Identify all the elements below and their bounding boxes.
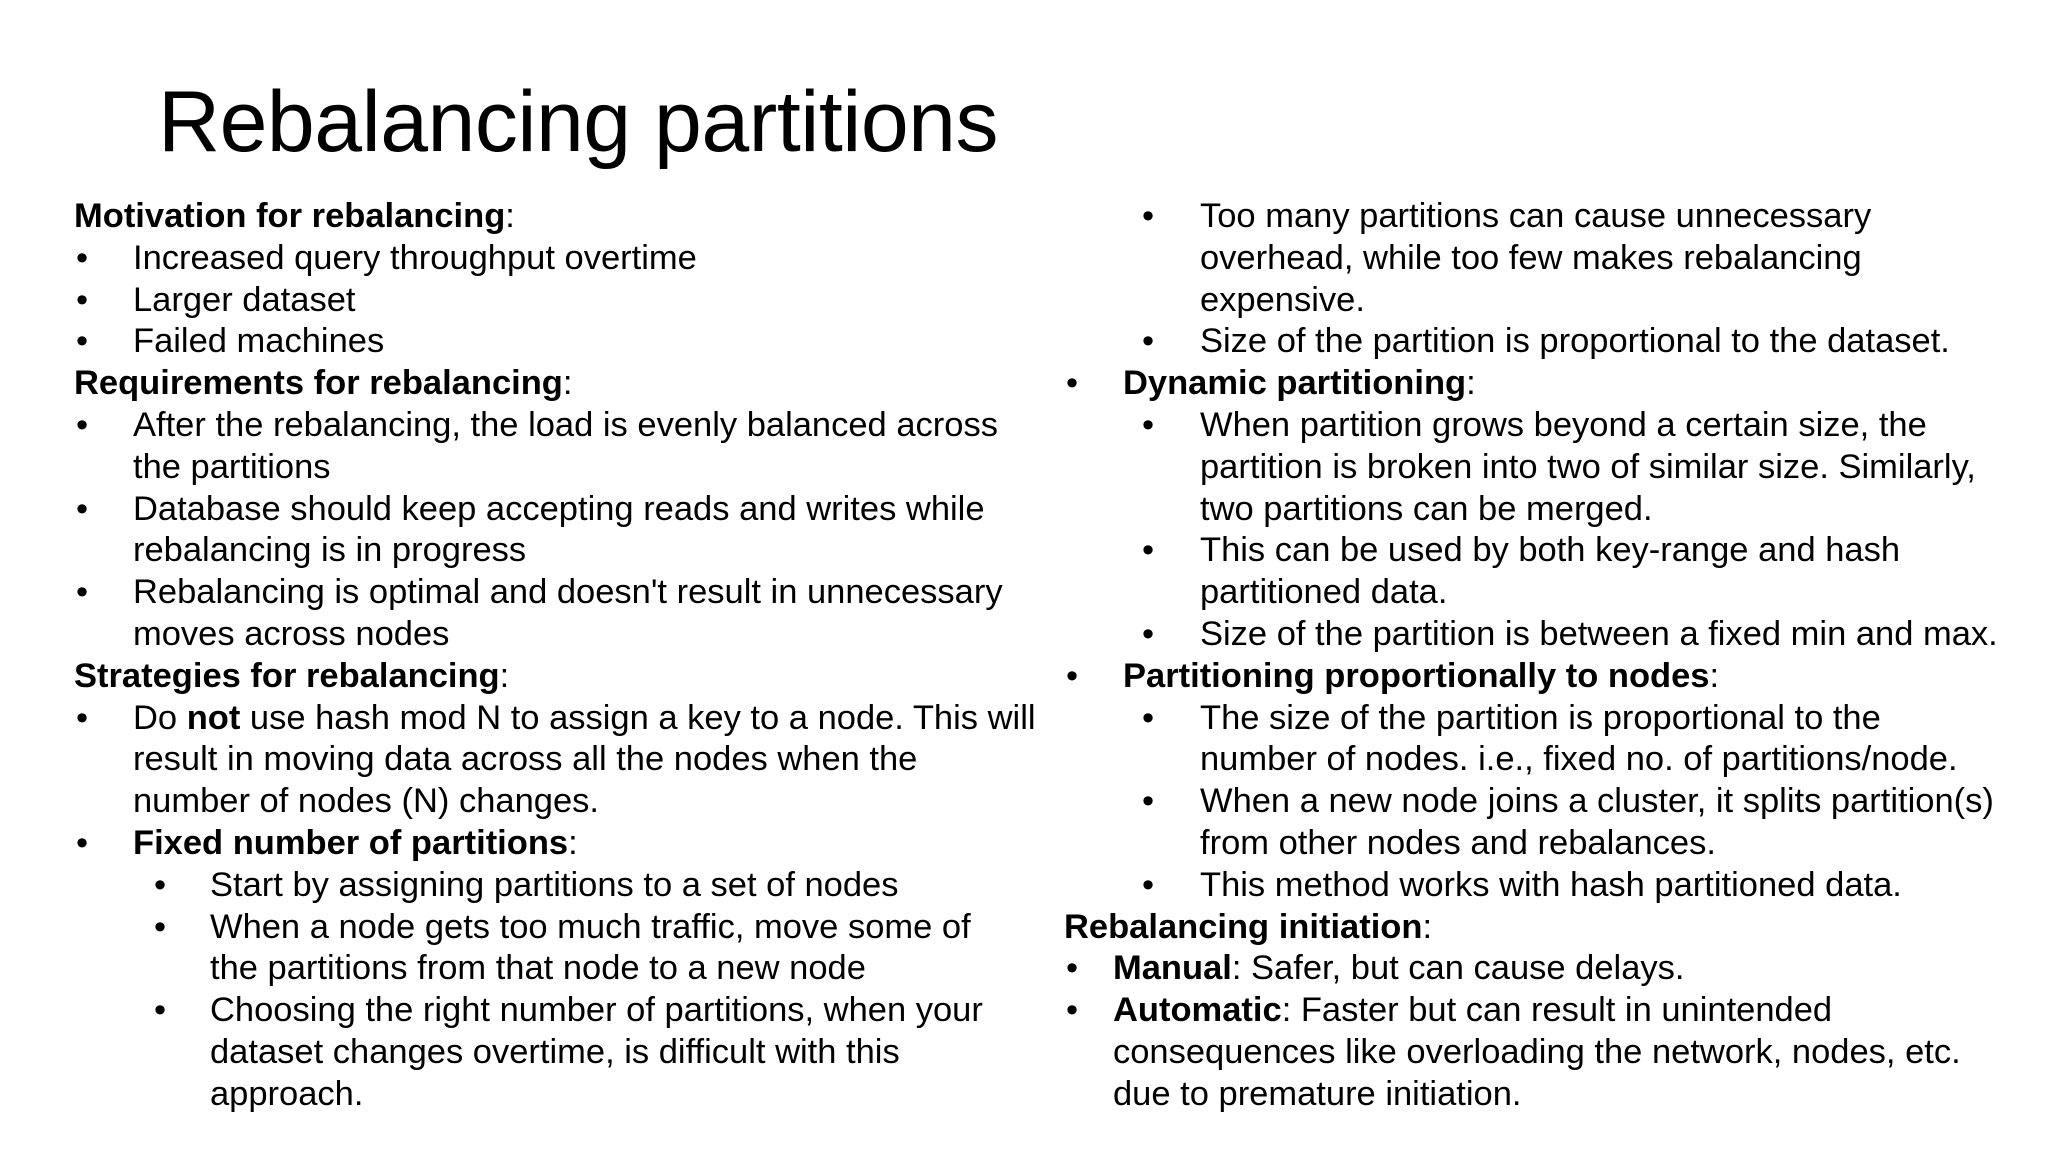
list-item-continuation: two partitions can be merged. bbox=[1200, 489, 1653, 528]
bullet-icon: • bbox=[1142, 698, 1155, 737]
bullet-icon: • bbox=[154, 865, 167, 904]
bullet-icon: • bbox=[1066, 991, 1079, 1030]
bullet-icon: • bbox=[76, 238, 89, 277]
list-item-continuation: dataset changes overtime, is difficult with this bbox=[210, 1032, 900, 1071]
list-item: • The size of the partition is proportional to the bbox=[1064, 698, 2044, 740]
list-item: • When partition grows beyond a certain size, the bbox=[1064, 405, 2044, 447]
proportional-partitioning-heading: • Partitioning proportionally to nodes: bbox=[1064, 656, 2044, 698]
strategies-heading: Strategies for rebalancing: bbox=[74, 656, 510, 695]
list-item: • Do not use hash mod N to assign a key to a node. This will bbox=[74, 698, 1064, 740]
bullet-icon: • bbox=[76, 405, 89, 444]
bullet-icon: • bbox=[76, 489, 89, 528]
bullet-icon: • bbox=[154, 907, 167, 946]
bullet-icon: • bbox=[1066, 656, 1079, 695]
list-item-continuation: result in moving data across all the nodes when the bbox=[133, 740, 918, 779]
dynamic-partitioning-heading: • Dynamic partitioning: bbox=[1064, 363, 2044, 405]
list-item: • This method works with hash partitioned data. bbox=[1064, 865, 2044, 907]
list-item-continuation: number of nodes (N) changes. bbox=[133, 782, 600, 821]
bullet-icon: • bbox=[76, 322, 89, 361]
bullet-icon: • bbox=[1066, 949, 1079, 988]
list-item-continuation: consequences like overloading the network, nodes, etc. bbox=[1113, 1032, 1961, 1071]
list-item: • After the rebalancing, the load is evenly balanced across bbox=[74, 405, 1064, 447]
bullet-icon: • bbox=[1142, 405, 1155, 444]
list-item: • Failed machines bbox=[74, 321, 1064, 363]
bullet-icon: • bbox=[76, 573, 89, 612]
left-column bbox=[74, 196, 1064, 1116]
bullet-icon: • bbox=[154, 991, 167, 1030]
list-item: • Size of the partition is proportional to the dataset. bbox=[1064, 321, 2044, 363]
list-item-continuation: the partitions bbox=[133, 447, 331, 486]
list-item: • Choosing the right number of partitions, when your bbox=[74, 990, 1064, 1032]
requirements-heading: Requirements for rebalancing: bbox=[74, 364, 573, 403]
list-item-continuation: approach. bbox=[210, 1074, 364, 1113]
list-item-continuation: the partitions from that node to a new node bbox=[210, 949, 866, 988]
list-item-continuation: rebalancing is in progress bbox=[133, 531, 527, 570]
list-item: • This can be used by both key-range and hash bbox=[1064, 530, 2044, 572]
bullet-icon: • bbox=[1142, 614, 1155, 653]
list-item-continuation: partitioned data. bbox=[1200, 573, 1448, 612]
bullet-icon: • bbox=[76, 280, 89, 319]
initiation-heading: Rebalancing initiation: bbox=[1064, 907, 1433, 946]
motivation-heading: Motivation for rebalancing: bbox=[74, 197, 515, 235]
slide-title: Rebalancing partitions bbox=[158, 74, 998, 170]
list-item: • Automatic: Faster but can result in unintended bbox=[1064, 990, 2044, 1032]
list-item-continuation: number of nodes. i.e., fixed no. of partitions/node. bbox=[1200, 740, 1958, 779]
list-item: • Too many partitions can cause unnecessary bbox=[1064, 196, 2044, 238]
list-item-continuation: moves across nodes bbox=[133, 614, 450, 653]
bullet-icon: • bbox=[1142, 322, 1155, 361]
list-item: • Size of the partition is between a fixed min and max. bbox=[1064, 614, 2044, 656]
list-item-continuation: overhead, while too few makes rebalancing bbox=[1200, 238, 1862, 277]
list-item-continuation: from other nodes and rebalances. bbox=[1200, 823, 1716, 862]
list-item-continuation: expensive. bbox=[1200, 280, 1365, 319]
list-item: • Larger dataset bbox=[74, 280, 1064, 322]
bullet-icon: • bbox=[1142, 531, 1155, 570]
bullet-icon: • bbox=[1142, 782, 1155, 821]
bullet-icon: • bbox=[1066, 364, 1079, 403]
list-item: • Increased query throughput overtime bbox=[74, 238, 1064, 280]
bullet-icon: • bbox=[1142, 197, 1155, 235]
bullet-icon: • bbox=[76, 823, 89, 862]
list-item-continuation: partition is broken into two of similar size. Similarly, bbox=[1200, 447, 1976, 486]
bullet-icon: • bbox=[1142, 865, 1155, 904]
list-item: • When a new node joins a cluster, it splits partition(s) bbox=[1064, 781, 2044, 823]
list-item-continuation: due to premature initiation. bbox=[1113, 1074, 1522, 1113]
right-column bbox=[1064, 196, 2044, 1116]
list-item: • Manual: Safer, but can cause delays. bbox=[1064, 948, 2044, 990]
fixed-partitions-heading: • Fixed number of partitions: bbox=[74, 823, 1064, 865]
list-item: • Rebalancing is optimal and doesn't result in unnecessary bbox=[74, 572, 1064, 614]
list-item: • Database should keep accepting reads and writes while bbox=[74, 489, 1064, 531]
list-item: • Start by assigning partitions to a set of nodes bbox=[74, 865, 1064, 907]
list-item: • When a node gets too much traffic, move some of bbox=[74, 907, 1064, 949]
bullet-icon: • bbox=[76, 698, 89, 737]
